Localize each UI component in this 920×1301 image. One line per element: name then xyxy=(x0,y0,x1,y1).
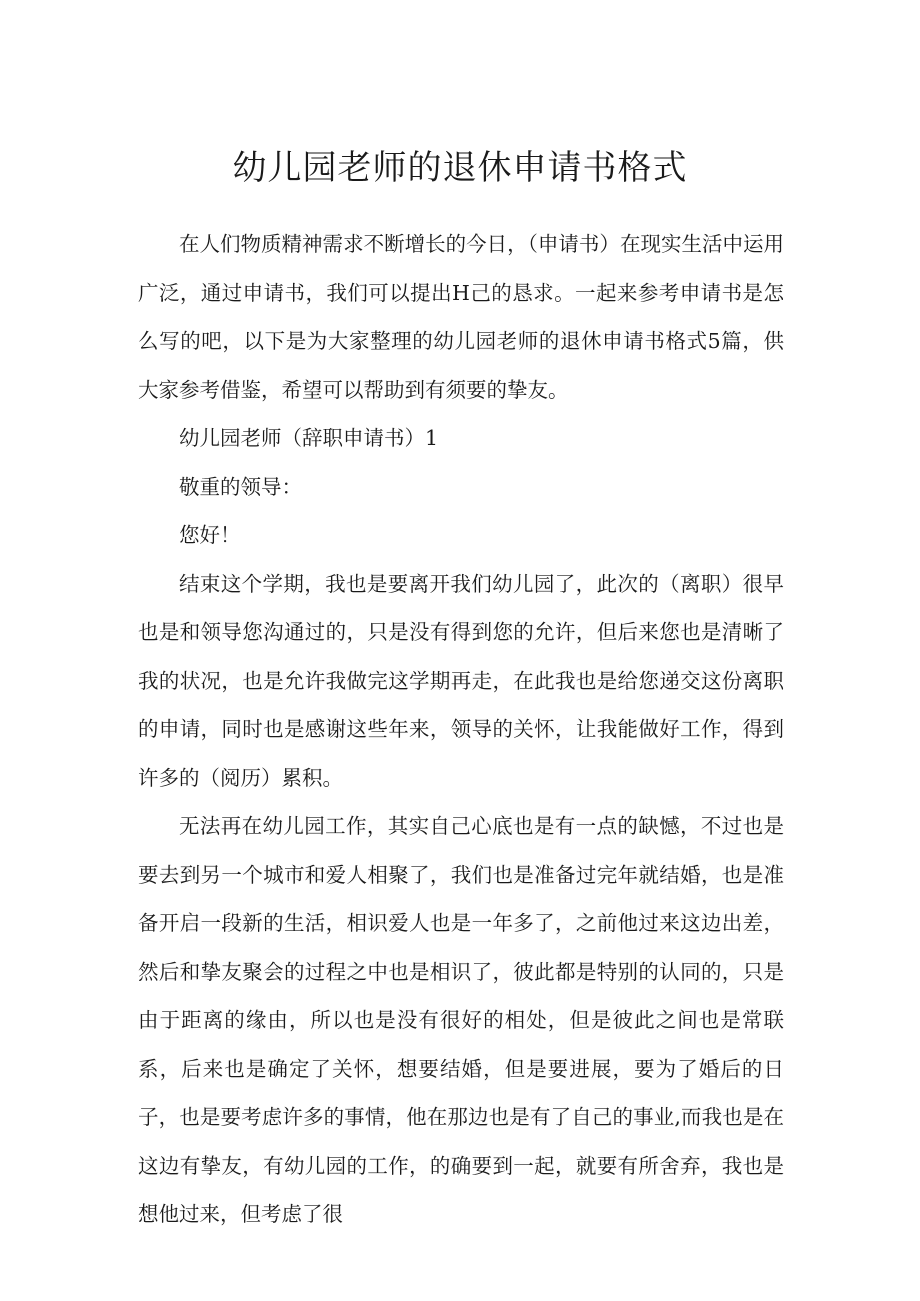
body-paragraph: 无法再在幼儿园工作，其实自己心底也是有一点的缺憾，不过也是要去到另一个城市和爱人相聚了，我们也是准备过完年就结婚，也是准备开启一段新的生活，相识爱人也是一年多了，之前他过来这边出差，然后和挚友聚会的过程之中也是相识了，彼此都是特别的认同的，只是由于距离的缘由，所以也是没有很好的相处，但是彼此之间也是常联系，后来也是确定了关怀，想要结婚，但是要进展，要为了婚后的日子，也是要考虑许多的事情，他在那边也是有了自己的事业,而我也是在这边有挚友，有幼儿园的工作，的确要到一起，就要有所舍弃，我也是想他过来，但考虑了很 xyxy=(138,814,784,1226)
intro-paragraph: 在人们物质精神需求不断增长的今日，（申请书）在现实生活中运用广泛，通过申请书，我们可以提出H己的恳求。一起来参考申请书是怎么写的吧，以下是为大家整理的幼儿园老师的退休申请书格式5篇，供大家参考借鉴，希望可以帮助到有须要的挚友。 xyxy=(138,232,784,402)
greeting: 您好！ xyxy=(179,523,241,547)
section-heading: 幼儿园老师（辞职申请书）1 xyxy=(179,426,439,450)
body-paragraph: 结束这个学期，我也是要离开我们幼儿园了，此次的（离职）很早也是和领导您沟通过的，只是没有得到您的允许，但后来您也是清晰了我的状况，也是允许我做完这学期再走，在此我也是给您递交这份离职的申请，同时也是感谢这些年来，领导的关怀，让我能做好工作，得到许多的（阅历）累积。 xyxy=(138,571,784,790)
document-title: 幼儿园老师的退休申请书格式 xyxy=(232,148,688,188)
salutation: 敬重的领导： xyxy=(179,474,302,499)
document-body xyxy=(138,220,784,1239)
